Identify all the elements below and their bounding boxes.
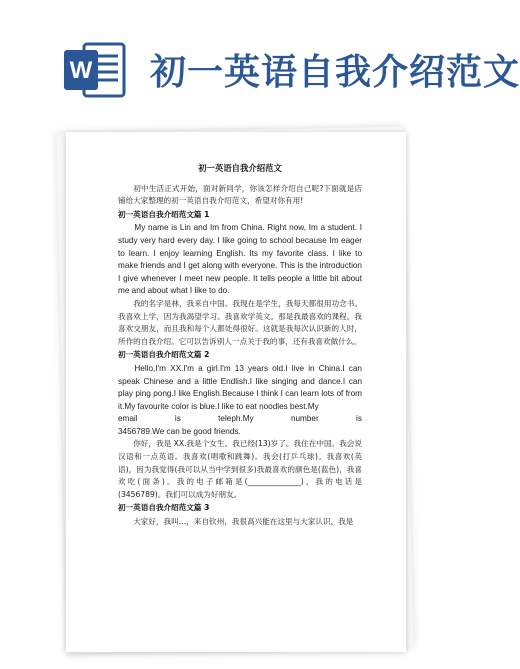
section-1-heading: 初一英语自我介绍范文篇 1 xyxy=(118,209,210,219)
section-1-english: My name is Lin and Im from China. Right now, Im a student. I study very hard every day. I like going to school because Im eager to learn. I enjoy learning English. Its my favorite class. I like to make friends and I get along with everyone. This is the introduction I give whenever I meet new people. It tells people a little bit about me and about what I like to do. xyxy=(118,223,362,296)
document-body xyxy=(118,162,362,529)
section-3-chinese: 大家好，我叫…，来自钦州，我很高兴能在这里与大家认识，我是 xyxy=(133,517,354,527)
intro-paragraph: 初中生活正式开始，面对新同学，你该怎样介绍自己呢?下面就是店铺给大家整理的初一英语自我介绍范文，希望对你有用! xyxy=(118,183,362,206)
email-phone-line xyxy=(118,413,362,426)
document-page xyxy=(66,132,406,652)
section-2-chinese: 你好，我是 XX.我是个女生。我已经(13)岁了。我住在中国。我会说汉语和一点英语。我喜欢(唱歌和跳舞)。我会(打乒乓球)。我喜欢(英语)，因为我觉得(我可以从当中学到很多)我最喜欢的颜色是(蓝色)，我喜欢吃(面条)。我的电子邮箱是(______________)，我的电话是(3456789)。我们可以成为好朋友。 xyxy=(118,439,362,499)
banner xyxy=(0,0,520,120)
section-2-english-b: 3456789.We can be good friends. xyxy=(118,426,241,436)
banner-title: 初一英语自我介绍范文 xyxy=(150,52,520,93)
document-title: 初一英语自我介绍范文 xyxy=(198,163,282,173)
section-3-heading: 初一英语自我介绍范文篇 3 xyxy=(118,503,210,513)
phone-label: teleph.My xyxy=(218,414,254,424)
email-label: email xyxy=(118,414,138,424)
number-label: number xyxy=(290,414,319,424)
section-1-chinese: 我的名字是林，我来自中国。我现在是学生，我每天都很用功念书。我喜欢上学，因为我渴望学习。我喜欢学英文。那是我最喜欢的课程。我喜欢交朋友，而且我和每个人都处得很好。这就是我每次认识新的人时，所作的自我介绍。它可以告诉别人一点关于我的事，还有我喜欢做什么。 xyxy=(118,298,362,346)
word-document-icon xyxy=(64,40,128,100)
section-2-english-a: Hello,I'm XX.I'm a girl.I'm 13 years old.I live in China.I can speak Chinese and a little Endlish.I like singing and dance.I can play ping pong.I like English.Because I think I can learn lots of from it.My favourite color is blue.I like to eat noodles best.My xyxy=(118,363,362,411)
email-is: is xyxy=(174,414,181,424)
word-icon-letter: W xyxy=(69,57,93,84)
section-2-heading: 初一英语自我介绍范文篇 2 xyxy=(118,350,210,360)
number-is: is xyxy=(356,414,362,424)
